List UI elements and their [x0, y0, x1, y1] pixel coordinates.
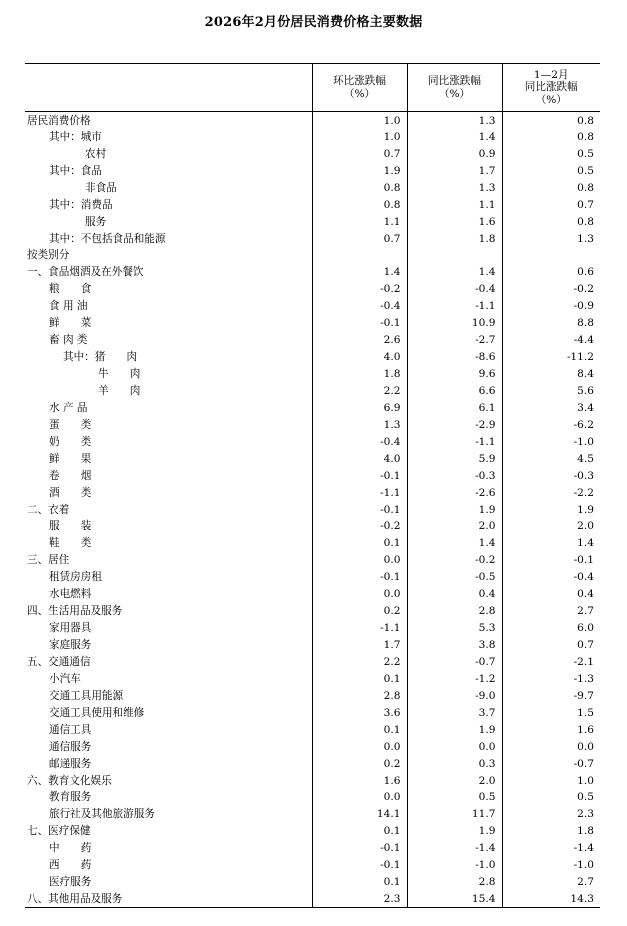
row-label: 鲜 菜 — [49, 317, 92, 330]
mom-value: 4.0 — [312, 349, 407, 366]
page-title: 2026年2月份居民消费价格主要数据 — [204, 15, 423, 30]
cumulative-value: 0.4 — [502, 586, 600, 603]
mom-value: 0.7 — [312, 230, 407, 247]
mom-value: 2.6 — [312, 332, 407, 349]
mom-value: 1.4 — [312, 264, 407, 281]
mom-value: 1.6 — [312, 772, 407, 789]
mom-value: 14.1 — [312, 806, 407, 823]
header-mom-title: 环比涨跌幅 — [333, 75, 386, 87]
yoy-value: -2.6 — [407, 484, 502, 501]
header-label-column — [25, 64, 312, 112]
cumulative-value: 0.8 — [502, 112, 600, 129]
table-row — [25, 383, 600, 400]
yoy-value: 1.4 — [407, 128, 502, 145]
cumulative-value: 0.8 — [502, 213, 600, 230]
row-label: 畜 肉 类 — [49, 334, 88, 347]
mom-value: -0.4 — [312, 433, 407, 450]
cumulative-value: 0.7 — [502, 196, 600, 213]
header-mom — [312, 64, 407, 112]
mom-value: 0.1 — [312, 721, 407, 738]
yoy-value: 1.8 — [407, 230, 502, 247]
yoy-value: -1.1 — [407, 433, 502, 450]
mom-value: 0.8 — [312, 179, 407, 196]
yoy-value: -1.2 — [407, 670, 502, 687]
yoy-value: 10.9 — [407, 315, 502, 332]
cumulative-value: 2.3 — [502, 806, 600, 823]
yoy-value: 3.8 — [407, 637, 502, 654]
cumulative-value: 0.7 — [502, 637, 600, 654]
row-label: 居民消费价格 — [27, 115, 91, 128]
yoy-value: 15.4 — [407, 891, 502, 908]
yoy-value: 6.6 — [407, 383, 502, 400]
mom-value: -0.1 — [312, 840, 407, 857]
row-label: 其中：不包括食品和能源 — [49, 232, 166, 245]
yoy-value: 1.3 — [407, 112, 502, 129]
mom-value: 0.0 — [312, 586, 407, 603]
mom-value: 2.3 — [312, 891, 407, 908]
row-label: 交通工具使用和维修 — [49, 706, 145, 719]
row-label: 服务 — [85, 215, 107, 228]
mom-value: 1.1 — [312, 213, 407, 230]
table-row — [25, 247, 600, 264]
table-row — [25, 128, 600, 145]
yoy-value: 1.9 — [407, 823, 502, 840]
table-row — [25, 772, 600, 789]
header-cumulative-unit: （%） — [535, 93, 567, 106]
cumulative-value: -6.2 — [502, 416, 600, 433]
mom-value: 0.2 — [312, 755, 407, 772]
table-row — [25, 891, 600, 908]
table-row — [25, 213, 600, 230]
row-label: 羊 肉 — [98, 384, 141, 397]
mom-value: 1.8 — [312, 366, 407, 383]
table-row — [25, 433, 600, 450]
yoy-value — [407, 247, 502, 264]
cumulative-value: -0.3 — [502, 467, 600, 484]
row-label: 五、交通通信 — [27, 655, 91, 668]
mom-value: 1.3 — [312, 416, 407, 433]
row-label: 家庭服务 — [49, 639, 92, 652]
cumulative-value: 1.5 — [502, 704, 600, 721]
table-row — [25, 603, 600, 620]
row-label: 教育服务 — [49, 791, 92, 804]
mom-value: 0.0 — [312, 738, 407, 755]
yoy-value: 5.9 — [407, 450, 502, 467]
row-label: 食 用 油 — [49, 300, 88, 313]
mom-value: -0.1 — [312, 501, 407, 518]
cumulative-value: 3.4 — [502, 399, 600, 416]
cumulative-value: -4.4 — [502, 332, 600, 349]
mom-value: -0.2 — [312, 518, 407, 535]
table-row — [25, 332, 600, 349]
cumulative-value: -9.7 — [502, 687, 600, 704]
cpi-data-table — [25, 63, 600, 908]
yoy-value: -8.6 — [407, 349, 502, 366]
yoy-value: -9.0 — [407, 687, 502, 704]
mom-value: -0.2 — [312, 281, 407, 298]
yoy-value: 2.8 — [407, 874, 502, 891]
table-row — [25, 670, 600, 687]
row-label: 其中：猪 肉 — [63, 351, 138, 364]
table-row — [25, 637, 600, 654]
cumulative-value: 0.5 — [502, 145, 600, 162]
cumulative-value: 5.6 — [502, 383, 600, 400]
yoy-value: 1.9 — [407, 721, 502, 738]
cumulative-value: 1.9 — [502, 501, 600, 518]
mom-value: -0.4 — [312, 298, 407, 315]
header-cumulative-title: 同比涨跌幅 — [524, 81, 578, 94]
cumulative-value: 1.6 — [502, 721, 600, 738]
yoy-value: 1.1 — [407, 196, 502, 213]
yoy-value: 6.1 — [407, 399, 502, 416]
yoy-value: 1.3 — [407, 179, 502, 196]
cumulative-value — [502, 247, 600, 264]
yoy-value: 1.7 — [407, 162, 502, 179]
table-row — [25, 806, 600, 823]
row-label: 按类别分 — [27, 249, 70, 262]
table-row — [25, 569, 600, 586]
table-row — [25, 264, 600, 281]
cumulative-value: 0.8 — [502, 128, 600, 145]
table-row — [25, 738, 600, 755]
cumulative-value: 0.0 — [502, 738, 600, 755]
yoy-value: 0.5 — [407, 789, 502, 806]
mom-value: -0.1 — [312, 467, 407, 484]
mom-value: 0.0 — [312, 789, 407, 806]
table-row — [25, 467, 600, 484]
table-row — [25, 789, 600, 806]
row-label: 蛋 类 — [49, 418, 92, 431]
mom-value: -0.1 — [312, 857, 407, 874]
yoy-value: 0.3 — [407, 755, 502, 772]
yoy-value: 3.7 — [407, 704, 502, 721]
yoy-value: 2.8 — [407, 603, 502, 620]
row-label: 租赁房房租 — [49, 571, 102, 584]
row-label: 西 药 — [49, 859, 92, 872]
row-label: 卷 烟 — [49, 469, 92, 482]
mom-value: 0.8 — [312, 196, 407, 213]
row-label: 农村 — [85, 147, 107, 160]
cumulative-value: 2.7 — [502, 603, 600, 620]
table-row — [25, 145, 600, 162]
row-label: 四、生活用品及服务 — [27, 605, 123, 618]
cumulative-value: -0.1 — [502, 552, 600, 569]
cumulative-value: 0.5 — [502, 162, 600, 179]
table-row — [25, 518, 600, 535]
mom-value: 2.2 — [312, 654, 407, 671]
mom-value: 4.0 — [312, 450, 407, 467]
table-row — [25, 874, 600, 891]
table-row — [25, 399, 600, 416]
cumulative-value: 4.5 — [502, 450, 600, 467]
mom-value: 1.0 — [312, 128, 407, 145]
row-label: 家用器具 — [49, 622, 92, 635]
mom-value: 0.1 — [312, 874, 407, 891]
table-row — [25, 654, 600, 671]
yoy-value: -1.4 — [407, 840, 502, 857]
row-label: 七、医疗保健 — [27, 825, 91, 838]
yoy-value: 0.0 — [407, 738, 502, 755]
cumulative-value: -11.2 — [502, 349, 600, 366]
table-row — [25, 535, 600, 552]
cumulative-value: 0.8 — [502, 179, 600, 196]
row-label: 小汽车 — [49, 672, 81, 685]
yoy-value: -1.0 — [407, 857, 502, 874]
table-row — [25, 315, 600, 332]
yoy-value: 9.6 — [407, 366, 502, 383]
cumulative-value: 1.3 — [502, 230, 600, 247]
row-label: 中 药 — [49, 842, 92, 855]
yoy-value: 1.4 — [407, 535, 502, 552]
table-row — [25, 281, 600, 298]
yoy-value: -0.2 — [407, 552, 502, 569]
row-label: 奶 类 — [49, 435, 92, 448]
table-row — [25, 552, 600, 569]
row-label: 六、教育文化娱乐 — [27, 774, 112, 787]
cumulative-value: -1.0 — [502, 433, 600, 450]
mom-value: 1.0 — [312, 112, 407, 129]
cumulative-value: -0.2 — [502, 281, 600, 298]
cumulative-value: 6.0 — [502, 620, 600, 637]
table-row — [25, 298, 600, 315]
mom-value: 1.9 — [312, 162, 407, 179]
cumulative-value: -0.9 — [502, 298, 600, 315]
table-row — [25, 620, 600, 637]
cumulative-value: 1.4 — [502, 535, 600, 552]
table-row — [25, 857, 600, 874]
mom-value: 0.1 — [312, 535, 407, 552]
cumulative-value: 14.3 — [502, 891, 600, 908]
mom-value: 0.1 — [312, 670, 407, 687]
table-row — [25, 501, 600, 518]
table-row — [25, 823, 600, 840]
row-label: 三、居住 — [27, 554, 70, 567]
row-label: 旅行社及其他旅游服务 — [49, 808, 155, 821]
cumulative-value: -2.2 — [502, 484, 600, 501]
mom-value: 0.1 — [312, 823, 407, 840]
row-label: 牛 肉 — [98, 368, 141, 381]
cumulative-value: -0.4 — [502, 569, 600, 586]
cumulative-value: 2.0 — [502, 518, 600, 535]
yoy-value: -0.3 — [407, 467, 502, 484]
row-label: 酒 类 — [49, 486, 92, 499]
header-yoy-title: 同比涨跌幅 — [428, 75, 481, 87]
yoy-value: -0.7 — [407, 654, 502, 671]
row-label: 鲜 果 — [49, 452, 92, 465]
mom-value: 0.7 — [312, 145, 407, 162]
mom-value: -0.1 — [312, 569, 407, 586]
cumulative-value: -1.3 — [502, 670, 600, 687]
cumulative-value: 0.5 — [502, 789, 600, 806]
cumulative-value: -2.1 — [502, 654, 600, 671]
mom-value: -0.1 — [312, 315, 407, 332]
yoy-value: -0.4 — [407, 281, 502, 298]
yoy-value: 11.7 — [407, 806, 502, 823]
row-label: 通信服务 — [49, 740, 92, 753]
mom-value: 0.0 — [312, 552, 407, 569]
cumulative-value: 0.6 — [502, 264, 600, 281]
header-mom-unit: （%） — [343, 87, 376, 100]
table-row — [25, 704, 600, 721]
table-row — [25, 586, 600, 603]
table-body — [25, 112, 600, 908]
table-header-row — [25, 64, 600, 112]
header-yoy-unit: （%） — [438, 87, 471, 100]
mom-value: 0.2 — [312, 603, 407, 620]
mom-value: 3.6 — [312, 704, 407, 721]
row-label: 八、其他用品及服务 — [25, 891, 312, 908]
yoy-value: 5.3 — [407, 620, 502, 637]
table-row — [25, 484, 600, 501]
yoy-value: -1.1 — [407, 298, 502, 315]
cumulative-value: -0.7 — [502, 755, 600, 772]
cumulative-value: 8.8 — [502, 315, 600, 332]
row-label: 粮 食 — [49, 283, 92, 296]
table-row — [25, 755, 600, 772]
table-row — [25, 162, 600, 179]
mom-value: 1.7 — [312, 637, 407, 654]
header-yoy — [407, 64, 502, 112]
yoy-value: 1.4 — [407, 264, 502, 281]
table-row — [25, 450, 600, 467]
row-label: 通信工具 — [49, 723, 92, 736]
table-row — [25, 112, 600, 129]
cumulative-value: 1.8 — [502, 823, 600, 840]
cumulative-value: 2.7 — [502, 874, 600, 891]
cumulative-value: -1.4 — [502, 840, 600, 857]
row-label: 水 产 品 — [49, 401, 88, 414]
yoy-value: 2.0 — [407, 772, 502, 789]
row-label: 一、食品烟酒及在外餐饮 — [27, 266, 144, 279]
yoy-value: -0.5 — [407, 569, 502, 586]
yoy-value: -2.9 — [407, 416, 502, 433]
mom-value: 6.9 — [312, 399, 407, 416]
table-row — [25, 349, 600, 366]
mom-value: -1.1 — [312, 620, 407, 637]
table-row — [25, 840, 600, 857]
row-label: 医疗服务 — [49, 876, 92, 889]
mom-value: 2.2 — [312, 383, 407, 400]
table-row — [25, 179, 600, 196]
mom-value: -1.1 — [312, 484, 407, 501]
table-row — [25, 196, 600, 213]
cumulative-value: 8.4 — [502, 366, 600, 383]
header-cumulative — [502, 64, 600, 112]
row-label: 其中：食品 — [49, 164, 102, 177]
yoy-value: 0.4 — [407, 586, 502, 603]
row-label: 其中：消费品 — [49, 198, 113, 211]
row-label: 水电燃料 — [49, 588, 92, 601]
mom-value: 2.8 — [312, 687, 407, 704]
row-label: 邮递服务 — [49, 757, 92, 770]
row-label: 鞋 类 — [49, 537, 92, 550]
cumulative-value: -1.0 — [502, 857, 600, 874]
row-label: 其中：城市 — [49, 130, 102, 143]
yoy-value: 1.6 — [407, 213, 502, 230]
mom-value — [312, 247, 407, 264]
table-row — [25, 687, 600, 704]
row-label: 服 装 — [49, 520, 92, 533]
header-cumulative-period: 1—2月 — [533, 68, 569, 81]
yoy-value: -2.7 — [407, 332, 502, 349]
table-row — [25, 721, 600, 738]
row-label: 非食品 — [85, 181, 117, 194]
yoy-value: 0.9 — [407, 145, 502, 162]
table-row — [25, 230, 600, 247]
table-row — [25, 366, 600, 383]
table-row — [25, 416, 600, 433]
yoy-value: 2.0 — [407, 518, 502, 535]
cumulative-value: 1.0 — [502, 772, 600, 789]
yoy-value: 1.9 — [407, 501, 502, 518]
row-label: 交通工具用能源 — [49, 689, 124, 702]
row-label: 二、衣着 — [27, 503, 70, 516]
